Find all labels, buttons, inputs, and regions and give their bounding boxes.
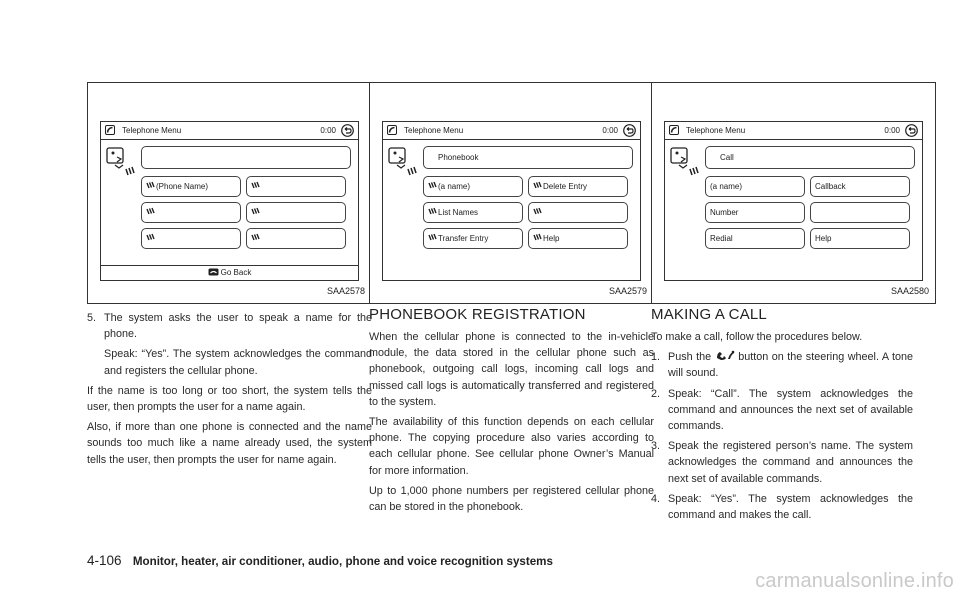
voice-recognition-icon: [105, 146, 135, 178]
voice-mic-icon: [251, 207, 260, 216]
voice-mic-icon: [428, 233, 437, 242]
menu-command-button[interactable]: [141, 202, 241, 223]
step-1: [651, 349, 913, 381]
step-5-speak: Speak: “Yes”. The system acknowledges the command and registers the cellular phone.: [104, 348, 372, 377]
page-footer: [87, 553, 553, 568]
command-display[interactable]: [141, 146, 351, 169]
voice-mic-icon: [146, 233, 155, 242]
heading-making-a-call: MAKING A CALL: [651, 306, 767, 323]
menu-title: Telephone Menu: [122, 126, 182, 135]
step-text: button on the steering wheel. A tone will sound.: [668, 351, 914, 380]
telephone-menu-figure: [369, 82, 654, 304]
telephone-menu-figure: [87, 82, 372, 304]
command-display[interactable]: Call: [705, 146, 915, 169]
voice-mic-icon: [533, 207, 542, 216]
command-display[interactable]: Phonebook: [423, 146, 633, 169]
button-label: Help: [815, 234, 832, 243]
button-label: List Names: [438, 208, 479, 217]
step-4: [651, 491, 913, 523]
step-number: 2.: [651, 387, 661, 400]
menu-command-button[interactable]: [423, 202, 523, 223]
button-label: (a name): [710, 182, 743, 191]
column-1: [87, 310, 372, 472]
telephone-icon: [387, 125, 397, 135]
column-2: [369, 329, 654, 519]
button-label: Transfer Entry: [438, 234, 489, 243]
paragraph: The availability of this function depends on each cellular phone. The copying procedure also varies according to each cellular phone. See cellular phone Owner’s Manual for more information.: [369, 416, 654, 477]
paragraph: If the name is too long or too short, the system tells the user, then prompts the user for a name again.: [87, 384, 372, 414]
menu-command-button[interactable]: [705, 202, 805, 223]
paragraph: Up to 1,000 phone numbers per registered cellular phone can be stored in the phonebook.: [369, 484, 654, 514]
telephone-menu-screen: [100, 121, 359, 281]
menu-command-button[interactable]: [528, 202, 628, 223]
button-label: Delete Entry: [543, 182, 588, 191]
telephone-menu-figure: [651, 82, 936, 304]
menu-header: [383, 122, 640, 140]
menu-command-button[interactable]: [810, 202, 910, 223]
telephone-icon: [669, 125, 679, 135]
menu-command-button[interactable]: [705, 176, 805, 197]
menu-command-button[interactable]: [246, 176, 346, 197]
phone-hangup-icon: [208, 268, 219, 276]
button-label: Callback: [815, 182, 846, 191]
menu-header: [101, 122, 358, 140]
button-label: Help: [543, 234, 560, 243]
step-text: Speak: “Yes”. The system acknowledges the command and makes the call.: [668, 492, 913, 522]
voice-mic-icon: [146, 207, 155, 216]
step-number: 5.: [87, 312, 97, 324]
menu-command-button[interactable]: [141, 176, 241, 197]
voice-mic-icon: [146, 181, 155, 190]
menu-command-button[interactable]: [423, 176, 523, 197]
step-text: Push the: [668, 351, 712, 364]
column-3: [651, 329, 913, 527]
menu-command-button[interactable]: [810, 228, 910, 249]
call-timer: 0:00: [602, 126, 618, 135]
menu-title: Telephone Menu: [404, 126, 464, 135]
paragraph: To make a call, follow the procedures below.: [651, 331, 863, 343]
back-icon[interactable]: [623, 124, 636, 137]
go-back-label: Go Back: [220, 268, 252, 277]
step-number: 3.: [651, 440, 661, 453]
step-2: [651, 386, 913, 435]
voice-recognition-icon: [669, 146, 699, 178]
button-label: (Phone Name): [156, 182, 209, 191]
voice-mic-icon: [533, 233, 542, 242]
step-text: The system asks the user to speak a name for the phone.: [104, 312, 372, 341]
call-timer: 0:00: [320, 126, 336, 135]
telephone-icon: [105, 125, 115, 135]
step-number: 4.: [651, 492, 661, 505]
menu-title: Telephone Menu: [686, 126, 746, 135]
menu-command-button[interactable]: [810, 176, 910, 197]
step-text: Speak the registered person’s name. The system acknowledges the command and announces the next set of available commands.: [668, 440, 913, 485]
telephone-menu-screen: [664, 121, 923, 281]
figure-caption: SAA2580: [890, 286, 929, 296]
watermark: carmanualsonline.info: [755, 570, 954, 592]
voice-recognition-icon: [387, 146, 417, 178]
figure-caption: SAA2578: [326, 286, 365, 296]
paragraph: Also, if more than one phone is connected and the name sounds too much like a name already used, the system tells the user, then prompts the user for name again.: [87, 421, 372, 466]
page-number: 4-106: [87, 553, 122, 568]
step-number: 1.: [651, 351, 661, 364]
button-label: Redial: [710, 234, 733, 243]
menu-command-button[interactable]: [246, 228, 346, 249]
phone-voice-button-icon: [715, 350, 735, 361]
voice-mic-icon: [251, 181, 260, 190]
chapter-title: Monitor, heater, air conditioner, audio, phone and voice recognition systems: [132, 555, 553, 568]
step-text: Speak: “Call”. The system acknowledges the command and announces the next set of available commands.: [668, 387, 913, 433]
voice-mic-icon: [428, 181, 437, 190]
back-icon[interactable]: [341, 124, 354, 137]
button-label: (a name): [438, 182, 471, 191]
voice-mic-icon: [428, 207, 437, 216]
telephone-menu-screen: [382, 121, 641, 281]
back-icon[interactable]: [905, 124, 918, 137]
voice-mic-icon: [533, 181, 542, 190]
button-label: Number: [710, 208, 739, 217]
menu-command-button[interactable]: [528, 228, 628, 249]
voice-mic-icon: [251, 233, 260, 242]
paragraph: When the cellular phone is connected to the in-vehicle module, the data stored in the cellular phone such as phonebook, outgoing call logs, incoming call logs and missed call logs is automatically transferred and registered to the system.: [369, 331, 654, 408]
heading-phonebook-registration: PHONEBOOK REGISTRATION: [369, 306, 586, 323]
menu-header: [665, 122, 922, 140]
menu-command-button[interactable]: [423, 228, 523, 249]
menu-command-button[interactable]: [246, 202, 346, 223]
menu-command-button[interactable]: [705, 228, 805, 249]
go-back-button[interactable]: [101, 265, 358, 280]
step-5: [87, 310, 372, 342]
menu-command-button[interactable]: [528, 176, 628, 197]
step-3: [651, 438, 913, 487]
figure-caption: SAA2579: [608, 286, 647, 296]
call-timer: 0:00: [884, 126, 900, 135]
menu-command-button[interactable]: [141, 228, 241, 249]
